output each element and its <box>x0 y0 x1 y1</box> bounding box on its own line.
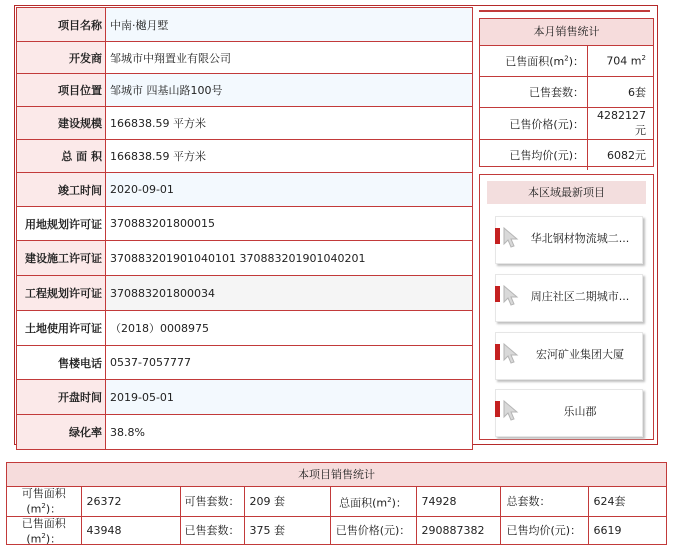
info-row-greening <box>17 415 473 450</box>
info-row-phone <box>17 346 473 380</box>
info-row-total-area <box>17 140 473 173</box>
monthly-sales-table <box>480 46 653 170</box>
monthly-row-avg <box>480 140 653 171</box>
value-engineering: 370883201800034 <box>106 276 473 311</box>
project-sales-title: 本项目销售统计 <box>7 463 666 487</box>
value-project-name: 中南·樾月墅 <box>106 8 473 42</box>
recent-project-item[interactable] <box>495 216 643 264</box>
sold-price-value: 290887382 <box>416 516 500 545</box>
total-units-label: 总套数： <box>500 487 588 516</box>
info-row-engineering <box>17 276 473 311</box>
project-sales-panel <box>6 462 667 545</box>
recent-projects-title: 本区域最新项目 <box>487 181 646 204</box>
info-row-opening <box>17 380 473 415</box>
value-construction: 370883201901040101 370883201901040201 <box>106 241 473 276</box>
value-land-planning: 370883201800015 <box>106 207 473 241</box>
monthly-sold-units-value: 6套 <box>588 77 654 108</box>
project-name-link[interactable]: 宏河矿业集团大厦 <box>536 348 624 361</box>
monthly-sold-area-label: 已售面积$(m^2)$： <box>480 46 588 77</box>
info-row-scale <box>17 107 473 140</box>
monthly-avg-price-label: 已售均价(元)： <box>480 140 588 171</box>
avail-area-label: 可售面积 $(m^2)$： <box>7 487 81 516</box>
total-units-value: 624套 <box>593 494 626 508</box>
label-engineering: 工程规划许可证 <box>17 276 106 311</box>
monthly-avg-price-value: 6082元 <box>588 140 654 171</box>
project-name-link[interactable]: 周庄社区二期城市... <box>530 290 630 303</box>
red-marker-icon <box>495 401 500 417</box>
label-total-area: 总 面 积 <box>17 140 106 173</box>
monthly-sales-title: 本月销售统计 <box>480 19 653 46</box>
label-greening: 绿化率 <box>17 415 106 450</box>
monthly-row-units <box>480 77 653 108</box>
sold-area-value: 43948 <box>81 516 180 545</box>
label-land-planning: 用地规划许可证 <box>17 207 106 241</box>
recent-projects-panel <box>479 174 654 440</box>
right-column <box>476 7 656 443</box>
monthly-row-price <box>480 108 653 140</box>
sold-price-label: 已售价格(元)： <box>330 516 416 545</box>
monthly-sales-panel <box>479 18 654 167</box>
label-location: 项目位置 <box>17 74 106 107</box>
value-opening: 2019-05-01 <box>106 380 473 415</box>
label-developer: 开发商 <box>17 42 106 74</box>
label-opening: 开盘时间 <box>17 380 106 415</box>
cursor-arrow-icon <box>502 342 520 364</box>
info-row-construction <box>17 241 473 276</box>
cursor-arrow-icon <box>502 284 520 306</box>
cursor-arrow-icon <box>502 399 520 421</box>
monthly-sold-units-label: 已售套数： <box>480 77 588 108</box>
sales-row-sold <box>7 516 666 545</box>
label-construction: 建设施工许可证 <box>17 241 106 276</box>
recent-project-item[interactable] <box>495 274 643 322</box>
red-marker-icon <box>495 228 500 244</box>
total-area-label: 总面积$(m^2)$： <box>330 487 416 516</box>
info-row-location <box>17 74 473 107</box>
value-scale: 166838.59 平方米 <box>106 107 473 140</box>
sold-units-label: 已售套数： <box>180 516 244 545</box>
label-completion: 竣工时间 <box>17 173 106 207</box>
sold-area-label: 已售面积 $(m^2)$： <box>7 516 81 545</box>
avg-price-label: 已售均价(元)： <box>500 516 588 545</box>
label-land-use: 土地使用许可证 <box>17 311 106 346</box>
cursor-arrow-icon <box>502 226 520 248</box>
avail-units-label: 可售套数： <box>180 487 244 516</box>
monthly-sold-area-value: 704 $m^2$ <box>606 54 646 68</box>
avg-price-value: 6619 <box>588 516 666 545</box>
info-row-name <box>17 8 473 42</box>
project-info-table <box>16 7 473 450</box>
info-row-land-use <box>17 311 473 346</box>
monthly-sold-price-value: 4282127元 <box>588 108 654 140</box>
sold-units-value: 375 套 <box>244 516 330 545</box>
total-area-value: 74928 <box>416 487 500 516</box>
value-land-use: （2018）0008975 <box>106 311 473 346</box>
red-marker-icon <box>495 286 500 302</box>
red-marker-icon <box>495 344 500 360</box>
project-name-link[interactable]: 华北钢材物流城二... <box>530 232 630 245</box>
info-row-completion <box>17 173 473 207</box>
value-location: 邹城市 四基山路100号 <box>106 74 473 107</box>
divider-line <box>479 10 650 12</box>
monthly-sold-price-label: 已售价格(元)： <box>480 108 588 140</box>
info-row-developer <box>17 42 473 74</box>
project-name-link[interactable]: 乐山郡 <box>563 405 597 418</box>
recent-project-item[interactable] <box>495 332 643 380</box>
monthly-row-area <box>480 46 653 77</box>
value-completion: 2020-09-01 <box>106 173 473 207</box>
avail-area-value: 26372 <box>81 487 180 516</box>
value-developer: 邹城市中翔置业有限公司 <box>106 42 473 74</box>
label-phone: 售楼电话 <box>17 346 106 380</box>
value-greening: 38.8% <box>106 415 473 450</box>
project-sales-table <box>7 487 666 545</box>
recent-project-item[interactable] <box>495 389 643 437</box>
label-project-name: 项目名称 <box>17 8 106 42</box>
label-scale: 建设规模 <box>17 107 106 140</box>
sales-row-available <box>7 487 666 516</box>
value-total-area: 166838.59 平方米 <box>106 140 473 173</box>
avail-units-value: 209 套 <box>244 487 330 516</box>
info-row-land-planning <box>17 207 473 241</box>
value-phone: 0537-7057777 <box>106 346 473 380</box>
